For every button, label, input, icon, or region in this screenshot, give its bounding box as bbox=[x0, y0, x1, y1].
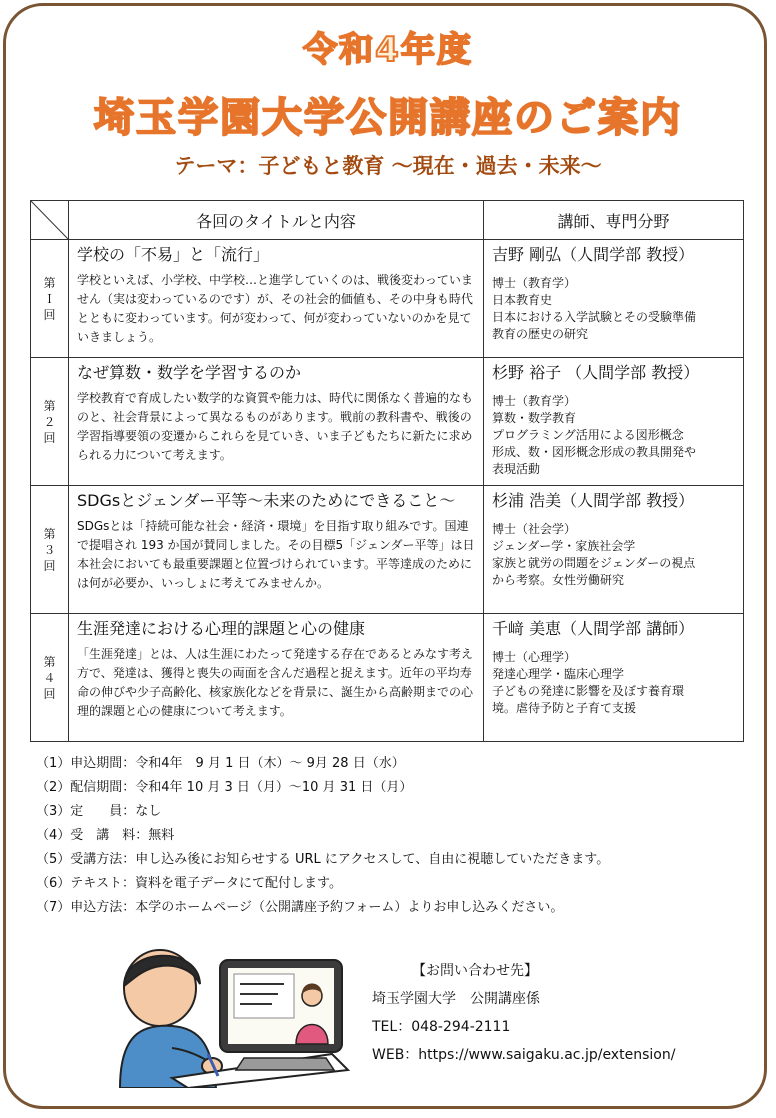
column-header-title: 各回のタイトルと内容 bbox=[69, 201, 484, 240]
lecture-cell bbox=[69, 486, 484, 614]
contact-tel: TEL：048-294-2111 bbox=[372, 1019, 511, 1035]
lecture-cell bbox=[69, 358, 484, 486]
lecture-title: 生涯発達における心理的課題と心の健康 bbox=[77, 619, 366, 638]
teacher-cell bbox=[484, 240, 744, 358]
table-header-row bbox=[31, 201, 744, 240]
teacher-name: 吉野 剛弘（人間学部 教授） bbox=[492, 245, 695, 264]
teacher-fields: 博士（教育学） 算数・数学教育 プログラミング活用による図形概念 形成、数・図形概念形成の教具開発や 表現活動 bbox=[492, 394, 697, 476]
table-row bbox=[31, 240, 744, 358]
lecture-title: なぜ算数・数学を学習するのか bbox=[77, 363, 302, 382]
teacher-name: 千﨑 美恵（人間学部 講師） bbox=[492, 619, 695, 638]
session-number: 第 Ｉ 回 bbox=[31, 240, 69, 358]
info-notes bbox=[36, 752, 609, 920]
note-method: （5）受講方法：申し込み後にお知らせする URL にアクセスして、自由に視聴していただきます。 bbox=[36, 852, 610, 867]
teacher-name: 杉野 裕子 （人間学部 教授） bbox=[492, 363, 700, 382]
person-studying-online-illustration bbox=[112, 938, 352, 1088]
teacher-fields: 博士（社会学） ジェンダー学・家族社会学 家族と就労の問題をジェンダーの視点 から考察。女性労働研究 bbox=[492, 522, 696, 587]
session-number: 第 ３ 回 bbox=[31, 486, 69, 614]
teacher-name: 杉浦 浩美（人間学部 教授） bbox=[492, 491, 695, 510]
note-streaming-period: （2）配信期間：令和4年 10 月 3 日（月）〜10 月 31 日（月） bbox=[36, 780, 413, 795]
corner-cell bbox=[31, 201, 69, 240]
teacher-cell bbox=[484, 486, 744, 614]
table-row bbox=[31, 614, 744, 742]
lecture-cell bbox=[69, 240, 484, 358]
note-text: （6）テキスト：資料を電子データにて配付します。 bbox=[36, 876, 342, 891]
session-number: 第 ４ 回 bbox=[31, 614, 69, 742]
theme-subtitle: テーマ：子どもと教育 〜現在・過去・未来〜 bbox=[174, 154, 602, 178]
teacher-fields: 博士（心理学） 発達心理学・臨床心理学 子どもの発達に影響を及ぼす養育環 境。虐待予防と子育て支援 bbox=[492, 650, 685, 715]
lecture-description: SDGsとは「持続可能な社会・経済・環境」を目指す取り組みです。国連で提唱され 193 か国が賛同しました。その目標5「ジェンダー平等」は日本社会においても最重要課題と位置づけられています。平等達成のためには何が必要か、いっしょに考えてみませんか。 bbox=[77, 519, 475, 590]
note-capacity: （3）定 員：なし bbox=[36, 804, 162, 819]
table-row bbox=[31, 358, 744, 486]
year-title: 令和4年度 bbox=[303, 30, 473, 70]
column-header-teacher: 講師、専門分野 bbox=[484, 201, 744, 240]
contact-org: 埼玉学園大学 公開講座係 bbox=[372, 991, 540, 1007]
teacher-cell bbox=[484, 614, 744, 742]
lecture-description: 「生涯発達」とは、人は生涯にわたって発達する存在であるとみなす考え方で、発達は、獲得と喪失の両面を含んだ過程と捉えます。近年の平均寿命の伸びや少子高齢化、核家族化などを背景に、誕生から高齢期までの心理的課題と心の健康について考えます。 bbox=[77, 647, 474, 718]
session-number: 第 ２ 回 bbox=[31, 358, 69, 486]
lecture-title: 学校の「不易」と「流行」 bbox=[77, 245, 270, 264]
contact-web: WEB：https://www.saigaku.ac.jp/extension/ bbox=[372, 1047, 676, 1063]
page-title: 埼玉学園大学公開講座のご案内 bbox=[94, 95, 682, 141]
contact-heading: 【お問い合わせ先】 bbox=[412, 963, 538, 979]
lecture-description: 学校教育で育成したい数学的な資質や能力は、時代に関係なく普遍的なものと、社会背景によって異なるものがあります。戦前の教科書や、戦後の学習指導要領の変遷からこれらを見ていき、いま子どもたちに新たに求められる力について考えます。 bbox=[77, 391, 474, 462]
teacher-fields: 博士（教育学） 日本教育史 日本における入学試験とその受験準備 教育の歴史の研究 bbox=[492, 276, 697, 341]
lecture-table bbox=[30, 200, 744, 742]
contact-info bbox=[372, 957, 675, 1069]
note-application-period: （1）申込期間：令和4年 9 月 1 日（木）〜 9月 28 日（水） bbox=[36, 756, 405, 771]
table-row bbox=[31, 486, 744, 614]
note-how-to-apply: （7）申込方法：本学のホームページ（公開講座予約フォーム）よりお申し込みください。 bbox=[36, 900, 564, 915]
lecture-title: SDGsとジェンダー平等〜未来のためにできること〜 bbox=[77, 491, 456, 510]
lecture-cell bbox=[69, 614, 484, 742]
lecture-description: 学校といえば、小学校、中学校…と進学していくのは、戦後変わっていません（実は変わっているのです）が、その社会的価値も、その中身も時代とともに変わっています。何が変わって、何が変わっていないのかを見ていきましょう。 bbox=[77, 273, 473, 344]
teacher-cell bbox=[484, 358, 744, 486]
note-fee: （4）受 講 料：無料 bbox=[36, 828, 175, 843]
